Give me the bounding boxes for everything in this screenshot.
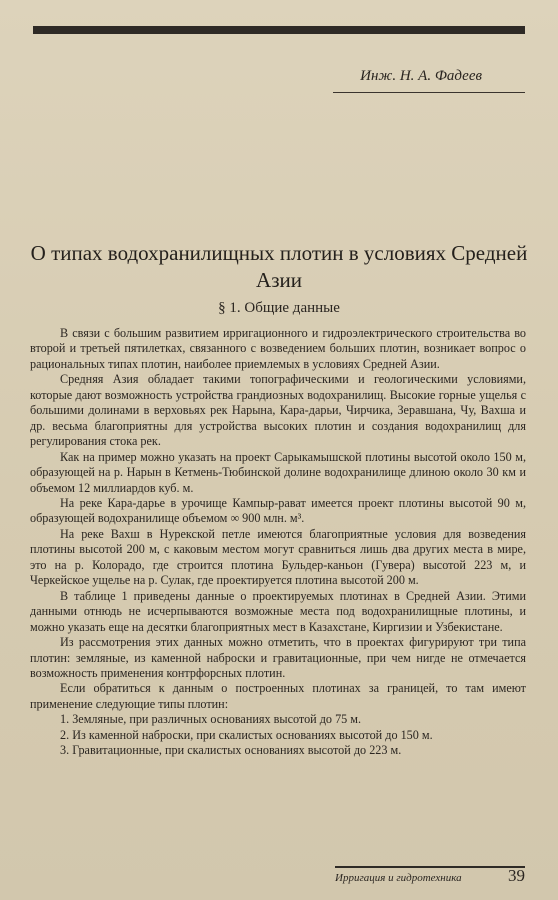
list-item: 2. Из каменной наброски, при скалистых основаниях высотой до 150 м. [60,727,433,742]
page-footer [335,866,525,887]
paragraph: На реке Кара-дарье в урочище Кампыр-рават имеется проект плотины высотой 90 м, образующей водохранилище объемом ∞ 900 млн. м³. [30,495,526,526]
list-item: 1. Земляные, при различных основаниях высотой до 75 м. [60,712,362,727]
paragraph: В таблице 1 приведены данные о проектируемых плотинах в Средней Азии. Этими данными отнюдь не исчерпываются возможные места под водохранилищные плотины, и можно указать еще на десятки благоприятных мест в Казахстане, Киргизии и Узбекистане. [30,588,526,634]
paragraph: Из рассмотрения этих данных можно отметить, что в проектах фигурируют три типа плотин: земляные, из каменной наброски и гравитационные, при чем нигде не отмечается возможность применения контрфорсных плотин. [30,635,526,680]
paragraph: В связи с большим развитием ирригационного и гидроэлектрического строительства во второй и третьей пятилетках, связанного с возведением больших плотин, возникает вопрос о рациональных типах плотин, наиболее приемлемых в условиях Средней Азии. [30,326,526,371]
paragraph: Средняя Азия обладает такими топографическими и геологическими условиями, которые дают возможность устройства грандиозных водохранилищ. Высокие горные ущелья с большими долинами в верховьях рек Нарына, Кара-дарьи, Чирчика, Зеравшана, Чу, Вахша и др. весьма благоприятны для устройства высоких плотин и создания водохранилищ для регулирования стока рек. [30,372,526,449]
article-title: О типах водохранилищных плотин в условиях Средней Азии [30,241,528,292]
section-heading: § 1. Общие данные [218,300,340,316]
author-rule [333,92,525,93]
top-rule [33,26,525,34]
journal-name: Ирригация и гидротехника [335,872,462,884]
page-number: 39 [508,866,525,885]
author-line: Инж. Н. А. Фадеев [360,68,482,84]
paragraph: Как на пример можно указать на проект Сарыкамышской плотины высотой около 150 м, образующей на р. Нарын в Кетмень-Тюбинской долине водохранилище длиною около 30 км и объемом 12 миллиардов куб. м. [30,449,526,495]
footer-rule [335,866,525,868]
paragraph: Если обратиться к данным о построенных плотинах за границей, то там имеют применение следующие типы плотин: [30,681,526,711]
paragraph: На реке Вахш в Нурекской петле имеются благоприятные условия для возведения плотины высотой 200 м, с каковым местом могут сравниться лишь два других места в мире, это на р. Колорадо, где строится плотина Бульдер-каньон (Гувера) высотой 223 м, и Черкейское ущелье на р. Сулак, где проектируется плотина высотой 200 м. [30,526,526,588]
list-item: 3. Гравитационные, при скалистых основаниях высотой до 223 м. [60,743,402,758]
article-body [30,326,526,759]
